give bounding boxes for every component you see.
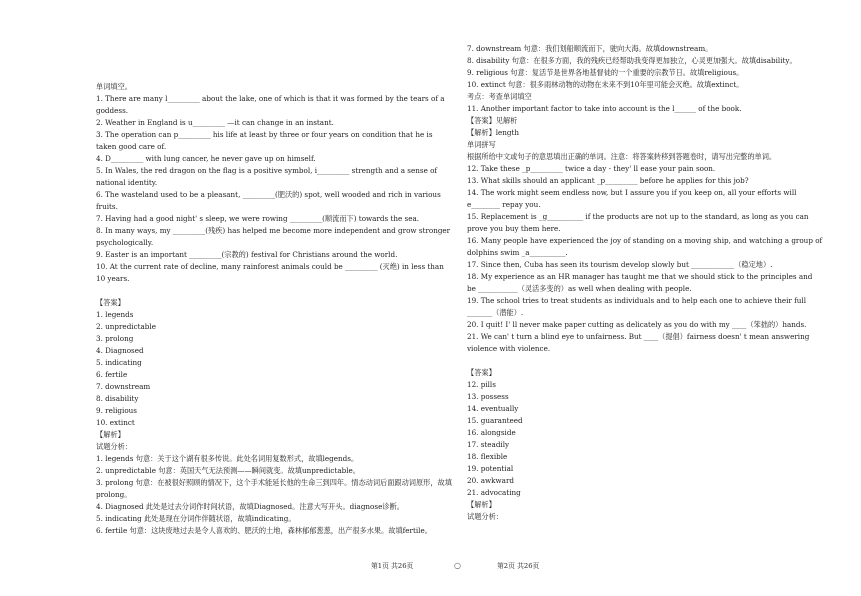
text-line: 根据所给中文或句子的意思填出正确的单词。注意：将答案转移到答题卷时，请写出完整的单词。: [467, 152, 777, 161]
text-line: 单词拼写: [467, 140, 496, 149]
right-column: [467, 43, 823, 523]
analysis-intro: 试题分析：: [467, 512, 503, 521]
answer-item: 21. advocating: [467, 488, 521, 497]
page-footer: [0, 560, 861, 572]
text-line: 8. disability 句意：在很多方面，我的残疾已经帮助我变得更加独立，心灵更加强大。故填disability。: [467, 56, 797, 65]
question-item: 3. The operation can p_________ his life at least by three or four years on condition that he is taken good care of.: [96, 130, 433, 151]
page-number-right: 第2页 共26页: [497, 562, 540, 570]
question-item: 12. Take these _p_________ twice a day - they' ll ease your pain soon.: [467, 164, 716, 173]
page-number-left: 第1页 共26页: [371, 562, 414, 570]
answer-item: 16. alongside: [467, 428, 516, 437]
question-item: 2. Weather in England is u_________ —it can change in an instant.: [96, 118, 334, 127]
question-item: 15. Replacement is _g__________ if the products are not up to the standard, as long as you can prove you buy them here.: [467, 212, 809, 233]
answer-item: 15. guaranteed: [467, 416, 523, 425]
question-item: 13. What skills should an applicant _p_________ before he applies for this job?: [467, 176, 749, 185]
section-heading: 单词填空。: [96, 82, 132, 91]
answer-item: 12. pills: [467, 380, 496, 389]
answer-item: 20. awkward: [467, 476, 514, 485]
question-item: 21. We can' t turn a blind eye to unfairness. But ____（提倡）fairness doesn' t mean answering violence with violence.: [467, 332, 810, 353]
question-item: 20. I quit! I' ll never make paper cutting as delicately as you do with my ____（笨拙的）hands.: [467, 320, 807, 329]
text-line: 9. religious 句意：复活节是世界各地基督徒的一个重要的宗教节日。故填religious。: [467, 68, 744, 77]
answer-item: 3. prolong: [96, 334, 134, 343]
question-item: 18. My experience as an HR manager has taught me that we should stick to the principles and be ___________（灵活多变的）as well when dealing with people.: [467, 272, 813, 293]
answer-item: 6. fertile: [96, 370, 128, 379]
answer-item: 1. legends: [96, 310, 134, 319]
question-item: 6. The wasteland used to be a pleasant, _________(肥沃的) spot, well wooded and rich in various fruits.: [96, 190, 441, 211]
text-line: 10. extinct 句意：很多雨林动物的动物在未来不到10年里可能会灭绝。故填extinct。: [467, 80, 744, 89]
question-item: 8. In many ways, my _________(残疾) has helped me become more independent and grow stronger psychologically.: [96, 226, 451, 247]
answer-item: 8. disability: [96, 394, 139, 403]
text-line: 11. Another important factor to take into account is the l______ of the book.: [467, 104, 742, 113]
text-line: 【解析】length: [467, 128, 520, 137]
question-item: 9. Easter is an important _________(宗教的) festival for Christians around the world.: [96, 250, 398, 259]
text-line: 【答案】见解析: [467, 116, 518, 125]
fold-mark-icon: ○: [454, 561, 461, 570]
question-item: 5. In Wales, the red dragon on the flag is a positive symbol, i_________ strength and a sense of national identity.: [96, 166, 438, 187]
answer-list: [96, 309, 452, 429]
analysis-item: 4. Diagnosed 此处是过去分词作时间状语，故填Diagnosed。注意大写开头。diagnose诊断。: [96, 502, 404, 511]
answer-item: 19. potential: [467, 464, 514, 473]
answer-list: [467, 379, 823, 499]
question-item: 7. Having had a good night' s sleep, we were rowing _________(顺流而下) towards the sea.: [96, 214, 420, 223]
question-list: [96, 93, 452, 285]
question-list: [467, 163, 823, 355]
analysis-label: 【解析】: [96, 430, 125, 439]
analysis-list: [96, 453, 452, 537]
question-item: 4. D_________ with lung cancer, he never gave up on himself.: [96, 154, 316, 163]
answer-item: 18. flexible: [467, 452, 508, 461]
answer-item: 4. Diagnosed: [96, 346, 144, 355]
answer-item: 13. possess: [467, 392, 509, 401]
analysis-intro: 试题分析：: [96, 442, 132, 451]
continued-analysis: [467, 43, 823, 163]
answer-label: 【答案】: [467, 368, 496, 377]
analysis-item: 5. indicating 此处是现在分词作伴随状语，故填indicating。: [96, 514, 296, 523]
question-item: 19. The school tries to treat students as individuals and to help each one to achieve their full _______（潜能）.: [467, 296, 807, 317]
answer-item: 2. unpredictable: [96, 322, 156, 331]
answer-item: 7. downstream: [96, 382, 151, 391]
answer-item: 17. steadily: [467, 440, 510, 449]
question-item: 10. At the current rate of decline, many rainforest animals could be _________ (灭绝) in less than 10 years.: [96, 262, 444, 283]
answer-item: 9. religious: [96, 406, 137, 415]
text-line: 考点：考查单词填空: [467, 92, 532, 101]
answer-label: 【答案】: [96, 298, 125, 307]
question-item: 17. Since then, Cuba has seen its tourism develop slowly but ____________（稳定地）.: [467, 260, 773, 269]
analysis-item: 1. legends 句意：关于这个湖有很多传说。此处名词用复数形式，故填legends。: [96, 454, 359, 463]
text-line: 7. downstream 句意：我们划船顺流而下，驶向大海。故填downstream。: [467, 44, 713, 53]
analysis-label: 【解析】: [467, 500, 496, 509]
analysis-item: 3. prolong 句意：在被很好照顾的情况下，这个手术能延长他的生命三到四年。情态动词后面跟动词原形，故填prolong。: [96, 478, 452, 499]
question-item: 14. The work might seem endless now, but I assure you if you keep on, all your efforts will e________ repay you.: [467, 188, 797, 209]
answer-item: 10. extinct: [96, 418, 135, 427]
analysis-item: 2. unpredictable 句意：英国天气无法预测——瞬间就变。故填unpredictable。: [96, 466, 360, 475]
analysis-item: 6. fertile 句意：这块废地过去是令人喜欢的、肥沃的土地，森林郁郁葱葱，出产很多水果。故填fertile。: [96, 526, 432, 535]
answer-item: 5. indicating: [96, 358, 142, 367]
answer-item: 14. eventually: [467, 404, 519, 413]
question-item: 16. Many people have experienced the joy of standing on a moving ship, and watching a group of dolphins swim _a__________.: [467, 236, 823, 257]
left-column: [96, 81, 452, 537]
question-item: 1. There are many l_________ about the lake, one of which is that it was formed by the tears of a goddess.: [96, 94, 445, 115]
